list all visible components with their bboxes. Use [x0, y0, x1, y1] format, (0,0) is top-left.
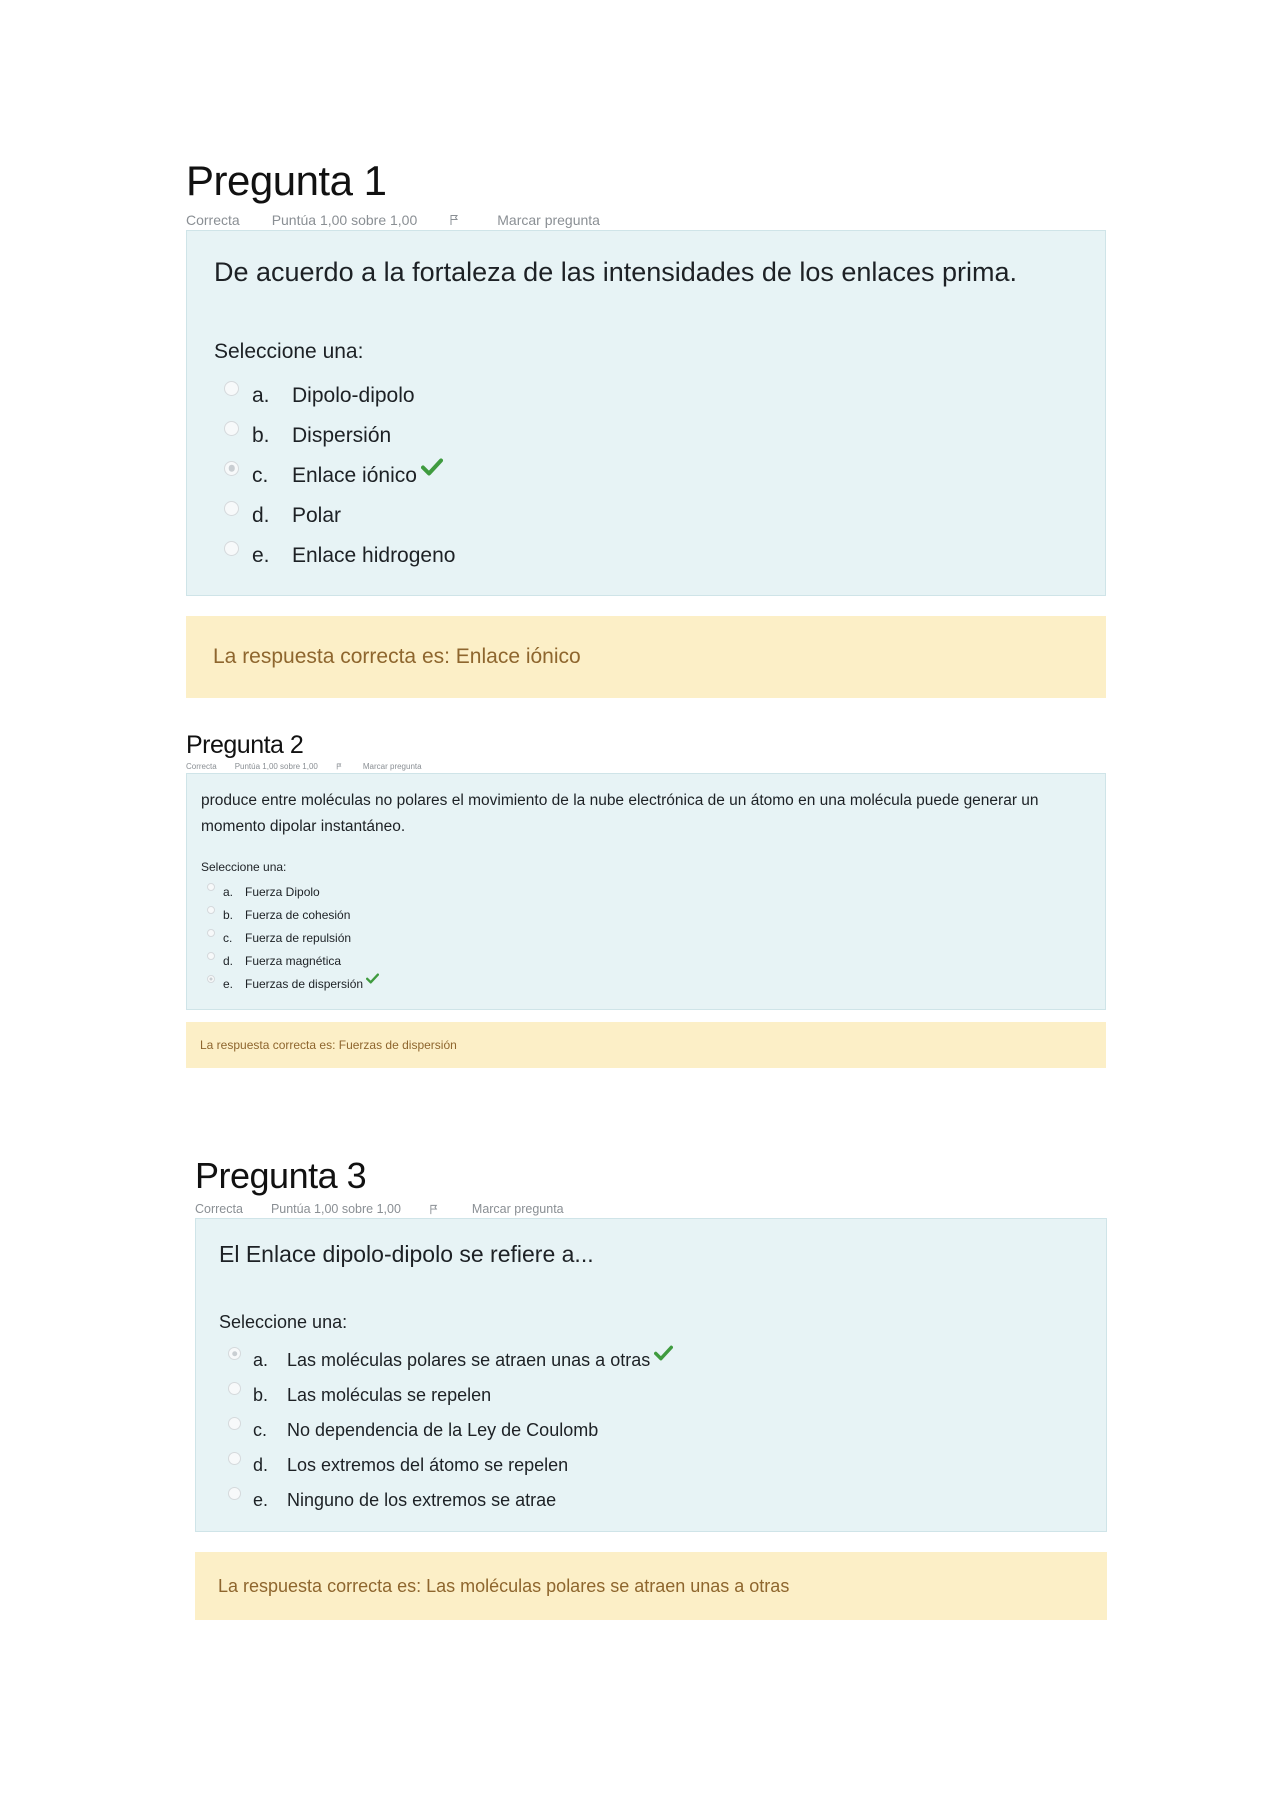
- answer-list: [219, 1343, 1106, 1518]
- answer-text: No dependencia de la Ley de Coulomb: [287, 1420, 599, 1440]
- answer-text: Fuerza magnética: [245, 953, 342, 968]
- answer-radio[interactable]: [224, 541, 239, 556]
- answer-letter: c.: [253, 1420, 268, 1440]
- answer-letter: c.: [223, 930, 233, 945]
- answer-radio[interactable]: [224, 501, 239, 516]
- feedback-text: La respuesta correcta es: Fuerzas de dispersión: [200, 1038, 457, 1052]
- answer-letter: e.: [223, 976, 234, 991]
- answer-radio[interactable]: [224, 421, 239, 436]
- answer-letter: e.: [252, 544, 270, 567]
- answer-radio[interactable]: [228, 1382, 241, 1395]
- answer-radio[interactable]: [228, 1417, 241, 1430]
- answer-option[interactable]: [219, 1413, 1106, 1448]
- answer-text: Fuerzas de dispersión: [245, 976, 364, 991]
- answer-radio[interactable]: [224, 381, 239, 396]
- answer-radio[interactable]: [207, 952, 215, 960]
- answer-text: Ninguno de los extremos se atrae: [287, 1490, 557, 1510]
- answer-text: Dispersión: [292, 424, 392, 447]
- answer-list: [201, 880, 1105, 995]
- question-grade: Puntúa 1,00 sobre 1,00: [271, 212, 418, 228]
- question-info: [186, 212, 1106, 228]
- question-text: [201, 788, 1105, 840]
- answer-radio[interactable]: [224, 461, 239, 476]
- question-text-line: momento dipolar instantáneo.: [201, 818, 406, 835]
- question-title: Pregunta 3: [195, 1155, 367, 1196]
- question-content: [195, 1218, 1107, 1532]
- question-grade: Puntúa 1,00 sobre 1,00: [234, 762, 318, 771]
- answer-option[interactable]: [201, 880, 1105, 903]
- answer-radio[interactable]: [228, 1347, 241, 1360]
- question-title: Pregunta 1: [186, 157, 387, 204]
- answer-prompt: Seleccione una:: [214, 340, 364, 363]
- answer-option[interactable]: [201, 926, 1105, 949]
- answer-option[interactable]: [219, 1378, 1106, 1413]
- correct-answer-feedback: [195, 1552, 1107, 1620]
- flag-question-label: Marcar pregunta: [497, 212, 600, 228]
- flag-icon: [336, 763, 343, 770]
- answer-option[interactable]: [214, 456, 1105, 496]
- feedback-text: La respuesta correcta es: Las moléculas polares se atraen unas a otras: [218, 1575, 790, 1596]
- flag-icon: [449, 214, 461, 226]
- answer-letter: b.: [253, 1385, 269, 1405]
- question-state: Correcta: [186, 212, 240, 228]
- question-info: [195, 1202, 1107, 1216]
- answer-text: Dipolo-dipolo: [292, 384, 415, 407]
- answer-option[interactable]: [201, 949, 1105, 972]
- answer-letter: d.: [252, 504, 270, 527]
- feedback-text: La respuesta correcta es: Enlace iónico: [213, 645, 581, 668]
- question-2: [186, 733, 1106, 1068]
- question-info: [186, 762, 1106, 771]
- answer-option[interactable]: [219, 1343, 1106, 1378]
- question-state: Correcta: [186, 762, 217, 771]
- answer-text: Fuerza Dipolo: [245, 884, 320, 899]
- answer-option[interactable]: [219, 1448, 1106, 1483]
- answer-letter: a.: [252, 384, 270, 407]
- answer-letter: a.: [253, 1350, 269, 1370]
- answer-letter: d.: [223, 953, 234, 968]
- answer-radio[interactable]: [228, 1487, 241, 1500]
- question-content: [186, 230, 1106, 596]
- answer-option[interactable]: [214, 496, 1105, 536]
- question-title: Pregunta 2: [186, 731, 304, 759]
- answer-letter: a.: [223, 884, 234, 899]
- answer-prompt: Seleccione una:: [201, 860, 287, 874]
- question-1: [186, 157, 1106, 698]
- answer-letter: d.: [253, 1455, 269, 1475]
- answer-text: Fuerza de cohesión: [245, 907, 351, 922]
- answer-radio[interactable]: [207, 929, 215, 937]
- check-icon: [417, 467, 443, 485]
- answer-radio[interactable]: [228, 1452, 241, 1465]
- question-text-line: produce entre moléculas no polares el movimiento de la nube electrónica de un átomo en una molécula puede generar un: [201, 792, 1039, 809]
- question-text: De acuerdo a la fortaleza de las intensidades de los enlaces prima.: [214, 257, 1017, 287]
- answer-letter: b.: [223, 907, 234, 922]
- answer-option[interactable]: [214, 376, 1105, 416]
- flag-question-label: Marcar pregunta: [362, 762, 422, 771]
- answer-radio[interactable]: [207, 883, 215, 891]
- correct-answer-feedback: [186, 616, 1106, 698]
- flag-question-label: Marcar pregunta: [471, 1202, 564, 1216]
- answer-option[interactable]: [201, 903, 1105, 926]
- answer-radio[interactable]: [207, 906, 215, 914]
- answer-radio[interactable]: [207, 975, 215, 983]
- answer-letter: b.: [252, 424, 270, 447]
- answer-option[interactable]: [214, 536, 1105, 576]
- answer-letter: c.: [252, 464, 269, 487]
- check-icon: [650, 1353, 673, 1369]
- flag-icon: [429, 1204, 440, 1215]
- flag-question-link[interactable]: [336, 762, 440, 771]
- flag-question-link[interactable]: [449, 212, 632, 228]
- flag-question-link[interactable]: [429, 1202, 592, 1216]
- question-grade: Puntúa 1,00 sobre 1,00: [270, 1202, 401, 1216]
- answer-list: [214, 376, 1105, 576]
- answer-text: Fuerza de repulsión: [245, 930, 352, 945]
- correct-answer-feedback: [186, 1022, 1106, 1068]
- question-content: [186, 773, 1106, 1010]
- answer-text: Polar: [292, 504, 342, 527]
- answer-prompt: Seleccione una:: [219, 1312, 348, 1332]
- question-3: [195, 1155, 1107, 1620]
- answer-option[interactable]: [201, 972, 1105, 995]
- answer-text: Las moléculas se repelen: [287, 1385, 492, 1405]
- answer-text: Los extremos del átomo se repelen: [287, 1455, 569, 1475]
- check-icon: [363, 978, 379, 989]
- answer-text: Las moléculas polares se atraen unas a otras: [287, 1350, 651, 1370]
- question-state: Correcta: [195, 1202, 243, 1216]
- question-text: El Enlace dipolo-dipolo se refiere a...: [219, 1241, 594, 1267]
- answer-option[interactable]: [219, 1483, 1106, 1518]
- answer-text: Enlace hidrogeno: [292, 544, 456, 567]
- answer-text: Enlace iónico: [292, 464, 417, 487]
- answer-option[interactable]: [214, 416, 1105, 456]
- answer-letter: e.: [253, 1490, 269, 1510]
